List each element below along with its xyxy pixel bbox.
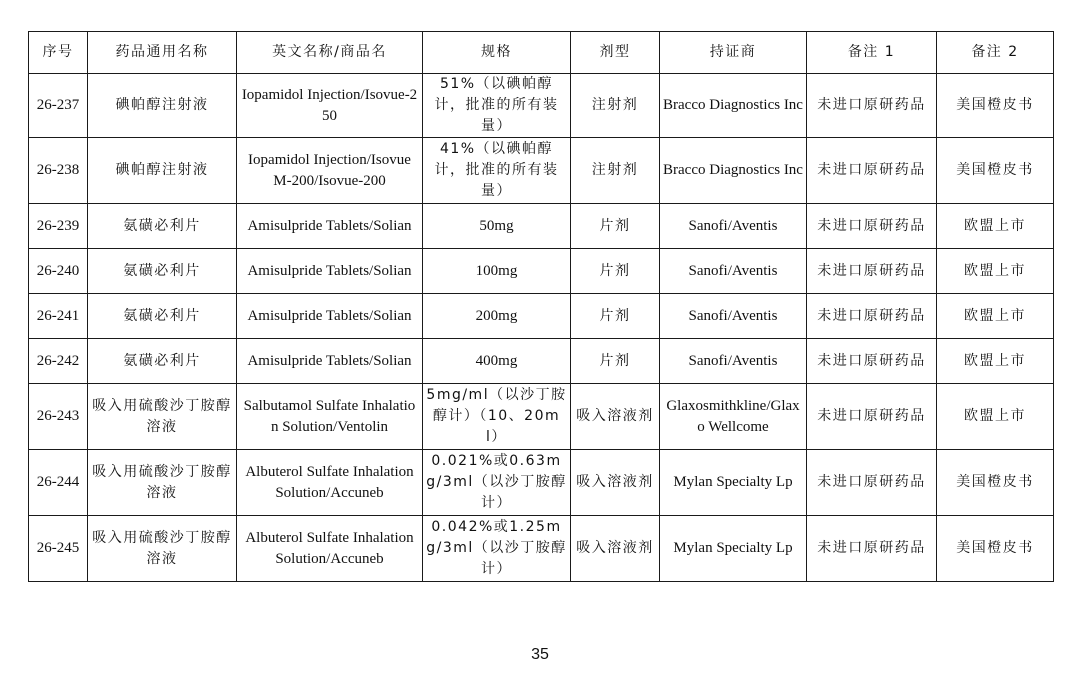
cell-generic-name: 氨磺必利片	[88, 339, 237, 384]
table-body	[29, 74, 1054, 582]
cell-note-2: 欧盟上市	[937, 339, 1054, 384]
cell-serial-number: 26-241	[29, 294, 88, 339]
cell-serial-number: 26-245	[29, 516, 88, 582]
cell-specification: 41%（以碘帕醇计，批准的所有装量）	[423, 138, 571, 204]
cell-note-1: 未进口原研药品	[807, 138, 937, 204]
header-note-1: 备注 1	[807, 32, 937, 74]
cell-english-name: Salbutamol Sulfate Inhalation Solution/Ventolin	[237, 384, 423, 450]
cell-dosage-form: 片剂	[571, 204, 660, 249]
cell-note-2: 美国橙皮书	[937, 74, 1054, 138]
cell-note-1: 未进口原研药品	[807, 450, 937, 516]
cell-english-name: Iopamidol Injection/Isovue-250	[237, 74, 423, 138]
table-row	[29, 516, 1054, 582]
cell-generic-name: 氨磺必利片	[88, 204, 237, 249]
cell-specification: 5mg/ml（以沙丁胺醇计）（10、20ml）	[423, 384, 571, 450]
cell-license-holder: Sanofi/Aventis	[660, 339, 807, 384]
cell-specification: 0.021%或0.63mg/3ml（以沙丁胺醇计）	[423, 450, 571, 516]
cell-serial-number: 26-240	[29, 249, 88, 294]
header-dosage-form: 剂型	[571, 32, 660, 74]
table-row	[29, 294, 1054, 339]
cell-license-holder: Glaxosmithkline/Glaxo Wellcome	[660, 384, 807, 450]
cell-specification: 0.042%或1.25mg/3ml（以沙丁胺醇计）	[423, 516, 571, 582]
cell-dosage-form: 注射剂	[571, 74, 660, 138]
page-number: 35	[531, 646, 549, 663]
cell-note-1: 未进口原研药品	[807, 204, 937, 249]
cell-english-name: Amisulpride Tablets/Solian	[237, 294, 423, 339]
table-row	[29, 204, 1054, 249]
cell-dosage-form: 吸入溶液剂	[571, 384, 660, 450]
cell-dosage-form: 片剂	[571, 294, 660, 339]
table-row	[29, 450, 1054, 516]
header-generic-name: 药品通用名称	[88, 32, 237, 74]
cell-serial-number: 26-243	[29, 384, 88, 450]
cell-note-2: 美国橙皮书	[937, 138, 1054, 204]
header-serial-number: 序号	[29, 32, 88, 74]
drug-list-table	[28, 31, 1054, 582]
cell-license-holder: Sanofi/Aventis	[660, 294, 807, 339]
cell-dosage-form: 注射剂	[571, 138, 660, 204]
cell-dosage-form: 片剂	[571, 339, 660, 384]
cell-english-name: Albuterol Sulfate Inhalation Solution/Accuneb	[237, 450, 423, 516]
cell-note-2: 欧盟上市	[937, 384, 1054, 450]
header-specification: 规格	[423, 32, 571, 74]
cell-license-holder: Sanofi/Aventis	[660, 204, 807, 249]
cell-license-holder: Mylan Specialty Lp	[660, 516, 807, 582]
table-row	[29, 339, 1054, 384]
header-english-name: 英文名称/商品名	[237, 32, 423, 74]
header-note-2: 备注 2	[937, 32, 1054, 74]
cell-generic-name: 氨磺必利片	[88, 294, 237, 339]
cell-english-name: Iopamidol Injection/Isovue M-200/Isovue-200	[237, 138, 423, 204]
cell-specification: 51%（以碘帕醇计，批准的所有装量）	[423, 74, 571, 138]
cell-generic-name: 吸入用硫酸沙丁胺醇溶液	[88, 450, 237, 516]
cell-note-1: 未进口原研药品	[807, 249, 937, 294]
cell-note-2: 美国橙皮书	[937, 450, 1054, 516]
cell-note-1: 未进口原研药品	[807, 339, 937, 384]
cell-license-holder: Sanofi/Aventis	[660, 249, 807, 294]
table-row	[29, 249, 1054, 294]
cell-specification: 400mg	[423, 339, 571, 384]
cell-serial-number: 26-238	[29, 138, 88, 204]
cell-english-name: Amisulpride Tablets/Solian	[237, 249, 423, 294]
cell-license-holder: Bracco Diagnostics Inc	[660, 138, 807, 204]
cell-serial-number: 26-242	[29, 339, 88, 384]
cell-license-holder: Mylan Specialty Lp	[660, 450, 807, 516]
cell-serial-number: 26-244	[29, 450, 88, 516]
cell-note-1: 未进口原研药品	[807, 516, 937, 582]
cell-note-1: 未进口原研药品	[807, 74, 937, 138]
cell-dosage-form: 吸入溶液剂	[571, 516, 660, 582]
cell-note-2: 美国橙皮书	[937, 516, 1054, 582]
cell-specification: 50mg	[423, 204, 571, 249]
cell-note-1: 未进口原研药品	[807, 294, 937, 339]
cell-note-1: 未进口原研药品	[807, 384, 937, 450]
cell-dosage-form: 片剂	[571, 249, 660, 294]
cell-specification: 100mg	[423, 249, 571, 294]
cell-generic-name: 吸入用硫酸沙丁胺醇溶液	[88, 384, 237, 450]
cell-english-name: Amisulpride Tablets/Solian	[237, 204, 423, 249]
cell-note-2: 欧盟上市	[937, 294, 1054, 339]
cell-generic-name: 吸入用硫酸沙丁胺醇溶液	[88, 516, 237, 582]
table-header-row	[29, 32, 1054, 74]
header-license-holder: 持证商	[660, 32, 807, 74]
cell-english-name: Albuterol Sulfate Inhalation Solution/Accuneb	[237, 516, 423, 582]
cell-note-2: 欧盟上市	[937, 249, 1054, 294]
cell-generic-name: 碘帕醇注射液	[88, 138, 237, 204]
table-row	[29, 74, 1054, 138]
cell-english-name: Amisulpride Tablets/Solian	[237, 339, 423, 384]
cell-serial-number: 26-237	[29, 74, 88, 138]
table-row	[29, 138, 1054, 204]
table-row	[29, 384, 1054, 450]
cell-serial-number: 26-239	[29, 204, 88, 249]
cell-generic-name: 氨磺必利片	[88, 249, 237, 294]
cell-note-2: 欧盟上市	[937, 204, 1054, 249]
cell-dosage-form: 吸入溶液剂	[571, 450, 660, 516]
cell-generic-name: 碘帕醇注射液	[88, 74, 237, 138]
cell-license-holder: Bracco Diagnostics Inc	[660, 74, 807, 138]
cell-specification: 200mg	[423, 294, 571, 339]
